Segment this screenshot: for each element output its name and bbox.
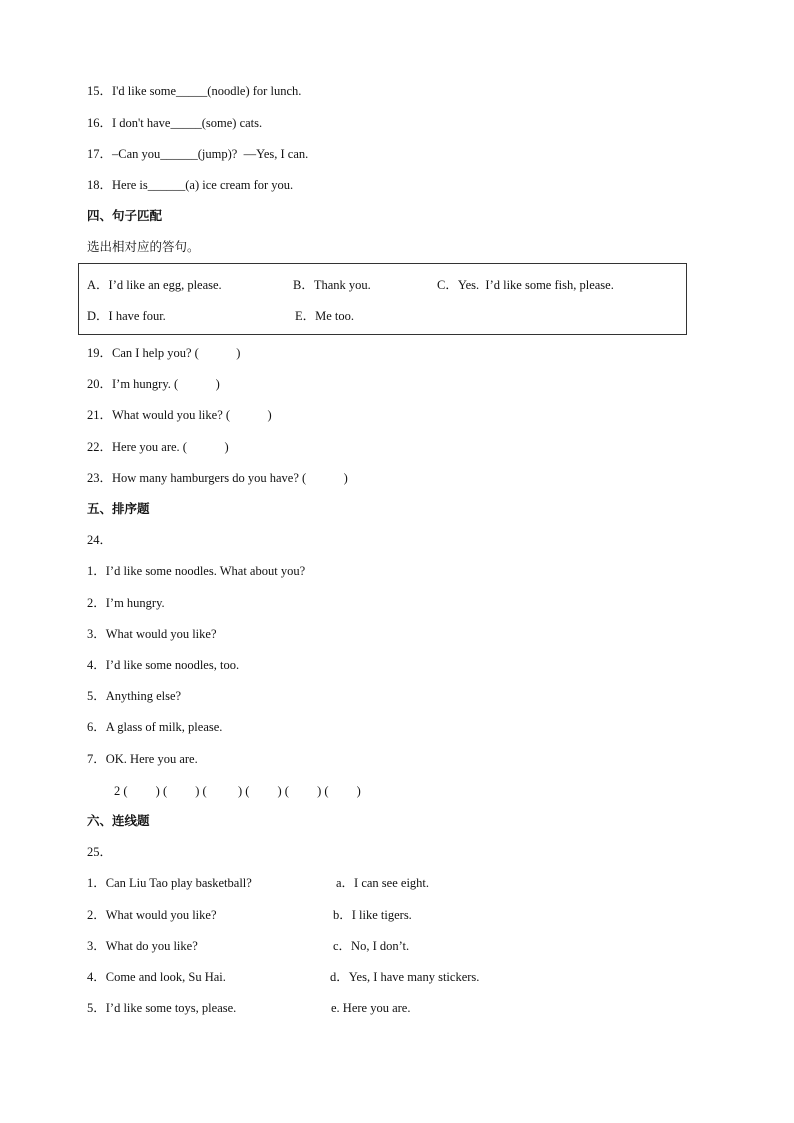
section-4-instruction: 选出相对应的答句。 xyxy=(87,239,200,254)
question-19: 19．Can I help you? ( ) xyxy=(87,346,241,360)
question-17: 17．–Can you______(jump)? —Yes, I can. xyxy=(87,147,309,161)
question-22: 22．Here you are. ( ) xyxy=(87,440,229,454)
ordering-item: 6．A glass of milk, please. xyxy=(87,720,223,734)
matching-right-item: d．Yes, I have many stickers. xyxy=(330,970,480,984)
matching-left-item: 3．What do you like? xyxy=(87,939,198,953)
option-d: D．I have four. xyxy=(87,309,166,323)
question-20: 20．I’m hungry. ( ) xyxy=(87,377,220,391)
option-b: B．Thank you. xyxy=(293,278,371,292)
ordering-item: 2．I’m hungry. xyxy=(87,596,165,610)
question-15: 15．I'd like some_____(noodle) for lunch. xyxy=(87,84,302,98)
ordering-item: 4．I’d like some noodles, too. xyxy=(87,658,240,672)
question-24-number: 24． xyxy=(87,533,113,547)
question-21: 21．What would you like? ( ) xyxy=(87,408,272,422)
matching-left-item: 2．What would you like? xyxy=(87,908,217,922)
matching-left-item: 1．Can Liu Tao play basketball? xyxy=(87,876,252,890)
question-23: 23．How many hamburgers do you have? ( ) xyxy=(87,471,348,485)
question-18: 18．Here is______(a) ice cream for you. xyxy=(87,178,294,192)
matching-right-item: b．I like tigers. xyxy=(333,908,412,922)
matching-right-item: e. Here you are. xyxy=(331,1001,411,1015)
ordering-item: 3．What would you like? xyxy=(87,627,217,641)
option-a: A．I’d like an egg, please. xyxy=(87,278,222,292)
section-4-title: 四、句子匹配 xyxy=(87,208,163,223)
matching-right-item: a．I can see eight. xyxy=(336,876,430,890)
ordering-item: 5．Anything else? xyxy=(87,689,182,703)
section-5-title: 五、排序题 xyxy=(87,501,150,516)
section-6-title: 六、连线题 xyxy=(87,813,150,828)
question-25-number: 25． xyxy=(87,845,113,859)
ordering-answer-line: 2 ( ) ( ) ( ) ( ) ( ) ( ) xyxy=(114,784,361,798)
option-c: C．Yes. I’d like some fish, please. xyxy=(437,278,614,292)
options-box xyxy=(78,263,687,335)
matching-right-item: c．No, I don’t. xyxy=(333,939,410,953)
ordering-item: 7．OK. Here you are. xyxy=(87,752,198,766)
option-e: E．Me too. xyxy=(295,309,355,323)
question-16: 16．I don't have_____(some) cats. xyxy=(87,116,263,130)
matching-left-item: 4．Come and look, Su Hai. xyxy=(87,970,226,984)
matching-left-item: 5．I’d like some toys, please. xyxy=(87,1001,237,1015)
ordering-item: 1．I’d like some noodles. What about you? xyxy=(87,564,306,578)
